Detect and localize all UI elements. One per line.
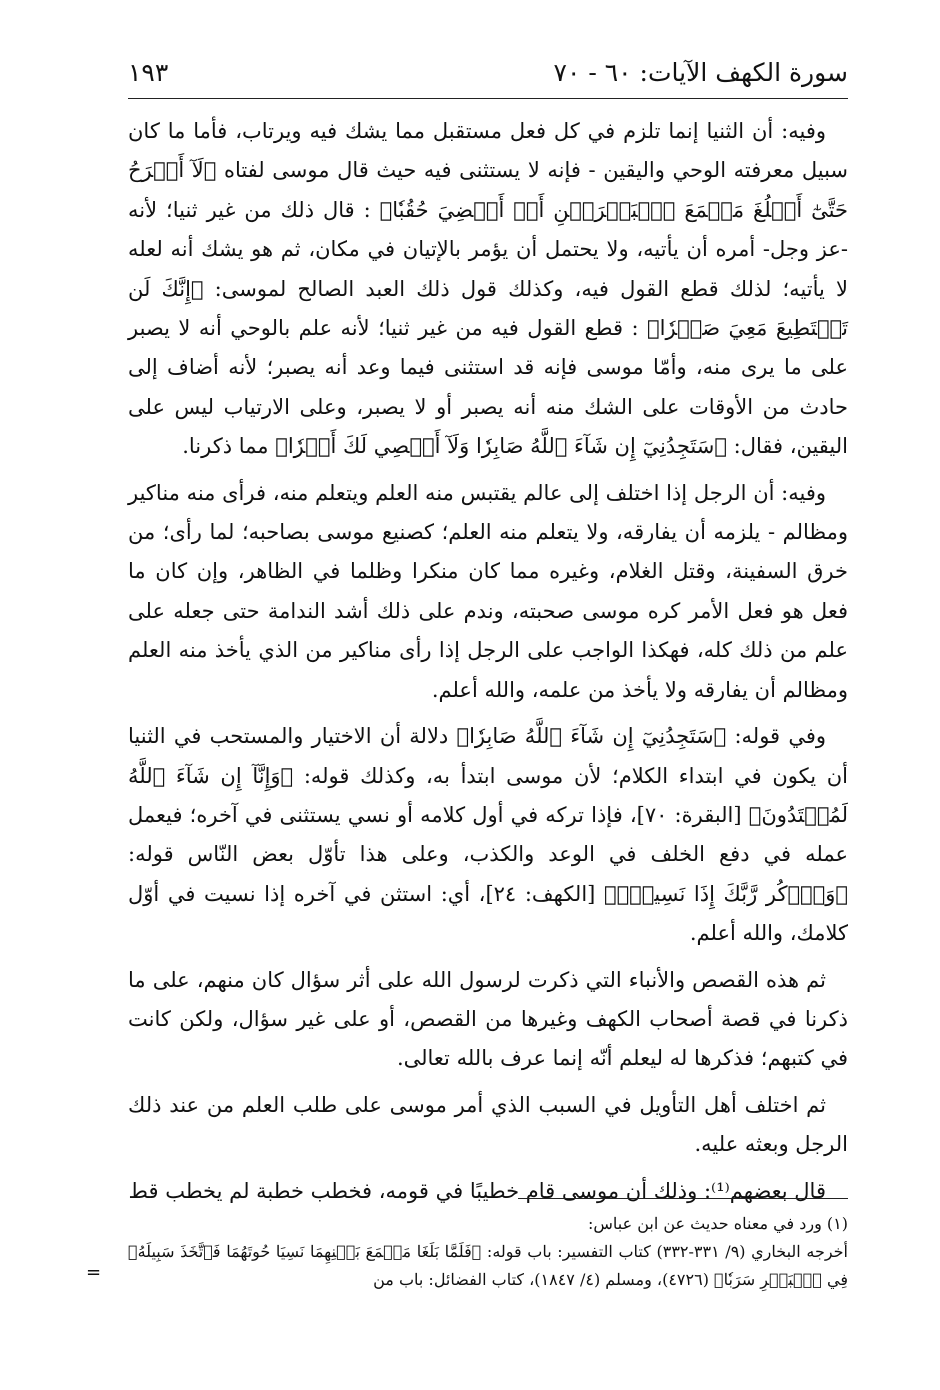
body-text	[128, 112, 848, 1218]
page-header	[128, 56, 848, 96]
header-rule	[128, 98, 848, 99]
paragraph: ثم اختلف أهل التأويل في السبب الذي أمر موسى على طلب العلم من عند ذلك الرجل وبعثه عليه.	[128, 1092, 848, 1157]
footnote-rule	[518, 1198, 848, 1199]
footnotes	[128, 1210, 848, 1294]
footnote-line: (١) ورد في معناه حديث عن ابن عباس:	[587, 1214, 848, 1233]
paragraph: وفيه: أن الثنيا إنما تلزم في كل فعل مستقبل مما يشك فيه ويرتاب، فأما ما كان سبيل معرفته الوحي واليقين - فإنه لا يستثنى فيه حيث قال موسى لفتاه ﴿لَآ أَبۡرَحُ حَتَّىٰٓ أَبۡلُغَ مَجۡمَعَ ٱلۡبَحۡرَيۡنِ أَوۡ أَمۡضِيَ حُقُبٗا﴾ : قال ذلك من غير ثنيا؛ لأنه -عز وجل- أمره أن يأتيه، ولا يحتمل أن يؤمر بالإتيان في مكان، ثم هو يشك أنه لعله لا يأتيه؛ لذلك قطع القول فيه، وكذلك قول ذلك العبد الصالح لموسى: ﴿إِنَّكَ لَن تَسۡتَطِيعَ مَعِيَ صَبۡرٗا﴾ : قطع القول فيه من غير ثنيا؛ لأنه علم بالوحي أنه لا يصبر على ما يرى منه، وأمّا موسى فإنه قد استثنى فيما وعد أنه يصبر؛ لأنه أضاف إلى حادث من الأوقات على الشك منه أنه يصبر أو لا يصبر، وعلى الارتياب ليس على اليقين، فقال: ﴿سَتَجِدُنِيٓ إِن شَآءَ ٱللَّهُ صَابِرٗا وَلَآ أَعۡصِي لَكَ أَمۡرٗا﴾ مما ذكرنا.	[128, 119, 848, 459]
paragraph: وفيه: أن الرجل إذا اختلف إلى عالم يقتبس منه العلم ويتعلم منه، فرأى منه مناكير ومظالم - يلزمه أن يفارقه، ولا يتعلم منه العلم؛ كصنيع موسى بصاحبه؛ لما رأى؛ من خرق السفينة، وقتل الغلام، وغيره مما كان منكرا وظلما في الظاهر، وإن كان ما فعل هو فعل الأمر كره موسى صحبته، وندم على ذلك أشد الندامة حتى جعله على علم من ذلك كله، فهكذا الواجب على الرجل إذا رأى مناكير من الذي يأخذ منه العلم ومظالم أن يفارقه ولا يأخذ من علمه، والله أعلم.	[128, 480, 848, 702]
paragraph: وفي قوله: ﴿سَتَجِدُنِيٓ إِن شَآءَ ٱللَّهُ صَابِرٗا﴾ دلالة أن الاختيار والمستحب في الثنيا أن يكون في ابتداء الكلام؛ لأن موسى ابتدأ به، وكذلك قوله: ﴿وَإِنَّآ إِن شَآءَ ٱللَّهُ لَمُهۡتَدُونَ﴾ [البقرة: ٧٠]، فإذا تركه في أول كلامه أو نسي يستثنى في آخره؛ فيعمل عمله في دفع الخلف في الوعد والكذب، وعلى هذا تأوّل بعض النّاس قوله: ﴿وَٱذۡكُر رَّبَّكَ إِذَا نَسِيتَۚ﴾ [الكهف: ٢٤]، أي: استثن في آخره إذا نسيت في أوّل كلامك، والله أعلم.	[128, 724, 848, 946]
paragraph: قال بعضهم⁽¹⁾: وذلك أن موسى قام خطيبًا في قومه، فخطب خطبة لم يخطب قط	[128, 1178, 826, 1203]
continuation-mark: =	[86, 1262, 102, 1283]
running-title: سورة الكهف الآيات: ٦٠ - ٧٠	[553, 58, 848, 87]
paragraph: ثم هذه القصص والأنباء التي ذكرت لرسول الله على أثر سؤال كان منهم، على ما ذكرنا في قصة أصحاب الكهف وغيرها من القصص، أو على غير سؤال، ولكن كانت في كتبهم؛ فذكرها له ليعلم أنّه إنما عرف بالله تعالى.	[128, 967, 848, 1071]
footnote-line: أخرجه البخاري (٩/ ٣٣١-٣٣٢) كتاب التفسير: باب قوله: ﴿فَلَمَّا بَلَغَا مَجۡمَعَ بَيۡنِهِمَا نَسِيَا حُوتَهُمَا فَٱتَّخَذَ سَبِيلَهُۥ فِي ٱلۡبَحۡرِ سَرَبٗا﴾ (٤٧٢٦)، ومسلم (٤/ ١٨٤٧)، كتاب الفضائل: باب من	[128, 1242, 848, 1289]
page-number: ١٩٣	[128, 58, 169, 87]
